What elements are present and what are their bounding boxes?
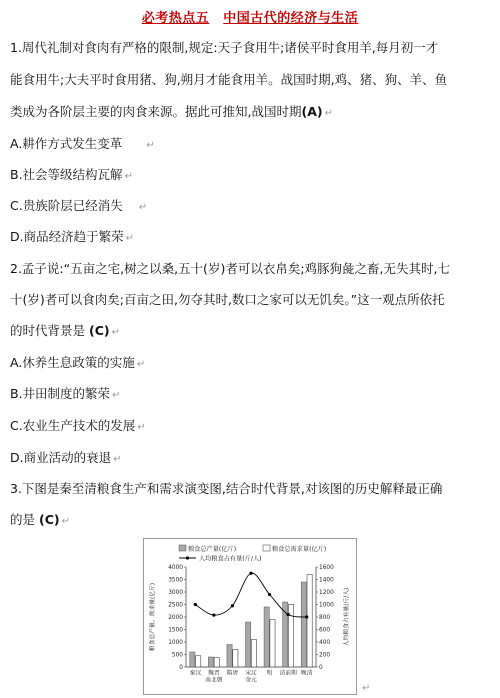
per-capita-point	[194, 603, 197, 606]
legend-production-swatch	[179, 545, 186, 551]
left-tick-label: 500	[171, 652, 183, 659]
q1-option-d: D.商品经济趋于繁荣 ↵	[10, 229, 134, 244]
bar-demand	[196, 656, 201, 667]
left-tick-label: 2500	[168, 602, 183, 609]
bar-production	[246, 622, 251, 667]
legend-demand-swatch	[263, 545, 270, 551]
right-tick-label: 1000	[319, 602, 334, 609]
right-axis-label: 人均粮食占有量(斤/人)	[344, 587, 350, 647]
q2-option-c: C.农业生产技术的发展 ↵	[10, 418, 146, 433]
per-capita-point	[212, 614, 215, 617]
per-capita-point	[231, 604, 234, 607]
right-tick-label: 200	[319, 652, 331, 659]
category-label: 晚清	[300, 670, 313, 677]
q2-option-d: D.商业活动的衰退 ↵	[10, 450, 122, 465]
legend-production-label: 粮食总产量(亿斤)	[188, 546, 237, 553]
bar-production	[208, 657, 213, 667]
right-tick-label: 1200	[319, 590, 334, 596]
right-tick-label: 0	[319, 665, 323, 671]
bar-demand	[270, 620, 275, 668]
page-title	[0, 7, 500, 26]
per-capita-point	[268, 593, 271, 596]
right-tick-label: 1600	[319, 565, 334, 571]
q2-answer: (C)	[89, 323, 110, 338]
bar-production	[301, 582, 306, 667]
q1-option-a: A.耕作方式发生变革 ↵	[10, 136, 155, 151]
right-tick-label: 1400	[319, 577, 334, 584]
q3-stem-line2: 的是 (C) ↵	[10, 512, 70, 527]
q3-answer: (C)	[39, 512, 60, 527]
category-label: 明	[266, 670, 273, 677]
bar-production	[190, 652, 195, 667]
category-label: 南北朝	[205, 677, 223, 684]
per-capita-point	[305, 615, 308, 618]
right-tick-label: 800	[319, 615, 331, 621]
q2-stem-line1: 2.孟子说:“五亩之宅,树之以桑,五十(岁)者可以衣帛矣;鸡豚狗彘之畜,无失其时,七	[10, 261, 450, 276]
category-label: 清前期	[279, 670, 297, 677]
q1-stem-line3	[10, 104, 492, 122]
category-label: 宋辽	[245, 670, 257, 677]
return-mark: ↵	[324, 108, 333, 119]
bar-demand	[233, 650, 238, 668]
left-tick-label: 3500	[168, 577, 183, 584]
legend-demand-label: 粮食总需求量(亿斤)	[272, 546, 327, 553]
per-capita-point	[287, 613, 290, 616]
q2-stem-line3: 的时代背景是 (C) ↵	[10, 323, 120, 338]
bar-production	[264, 607, 269, 667]
left-tick-label: 4000	[168, 565, 183, 571]
q1-answer: (A)	[301, 104, 323, 119]
left-tick-label: 1500	[168, 627, 183, 634]
q1-stem-line1: 1.周代礼制对食肉有严格的限制,规定:天子食用牛;诸侯平时食用羊,每月初一才	[10, 40, 439, 55]
q1-stem-line2: 能食用牛;大夫平时食用猪、狗,朔月才能食用羊。战国时期,鸡、猪、狗、羊、鱼	[10, 72, 448, 87]
q1-option-b: B.社会等级结构瓦解 ↵	[10, 167, 133, 182]
title-main: 中国古代的经济与生活	[223, 11, 359, 26]
legend-per-capita-marker	[186, 556, 189, 559]
category-label: 秦汉	[189, 670, 202, 677]
bar-demand	[251, 640, 256, 668]
q1-stem-text: 类成为各阶层主要的肉食来源。据此可推知,战国时期	[10, 104, 302, 119]
left-axis-label: 粮食总产量、需求量(亿斤)	[150, 582, 156, 652]
bar-demand	[214, 658, 219, 668]
q1-option-c: C.贵族阶层已经消失 ↵	[10, 198, 148, 213]
legend-per-capita-label: 人均粮食占有量(斤/人)	[199, 555, 262, 563]
right-tick-label: 600	[319, 627, 331, 634]
category-label: 金元	[245, 677, 257, 684]
right-tick-label: 400	[319, 640, 331, 646]
title-prefix: 必考热点五	[141, 11, 210, 26]
per-capita-point	[249, 572, 252, 575]
grain-chart-svg	[144, 539, 356, 694]
return-mark-chart: ↵	[362, 683, 371, 694]
q2-stem-line2: 十(岁)者可以食肉矣;百亩之田,勿夺其时,数口之家可以无饥矣。”这一观点所依托	[10, 292, 445, 307]
grain-chart	[143, 538, 357, 695]
q2-option-b: B.井田制度的繁荣 ↵	[10, 386, 121, 401]
q3-stem-line1: 3.下图是秦至清粮食生产和需求演变图,结合时代背景,对该图的历史解释最正确	[10, 481, 443, 496]
left-tick-label: 0	[179, 665, 183, 671]
category-label: 魏晋	[208, 670, 220, 677]
left-tick-label: 2000	[168, 615, 183, 621]
q2-option-a: A.休养生息政策的实施 ↵	[10, 355, 146, 370]
left-tick-label: 3000	[168, 590, 183, 596]
bar-production	[227, 645, 232, 668]
category-label: 隋唐	[226, 670, 239, 677]
left-tick-label: 1000	[168, 640, 183, 646]
bar-demand	[307, 575, 312, 668]
